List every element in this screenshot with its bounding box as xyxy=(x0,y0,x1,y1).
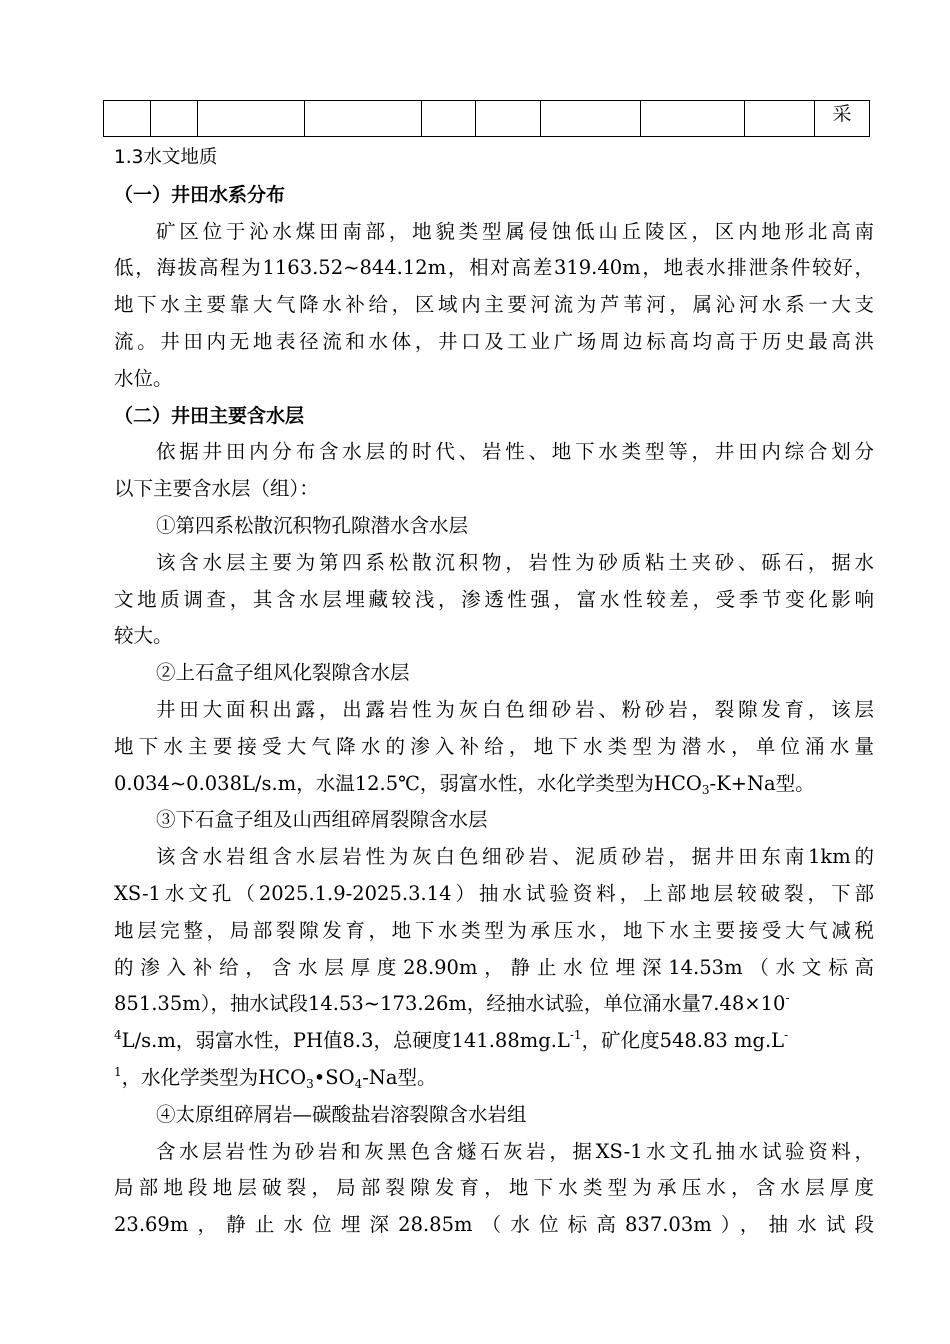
aquifer-title-3: ③下石盒子组及山西组碎屑裂隙含水层 xyxy=(156,808,488,832)
superscript: 1 xyxy=(114,1064,122,1079)
table-cell xyxy=(305,101,422,137)
subscript: 4 xyxy=(354,1076,363,1091)
text-run: ，矿化度548.83 mg.L xyxy=(581,1029,785,1053)
paragraph-line: 该含水岩组含水层岩性为灰白色细砂岩、泥质砂岩，据井田东南1km的 xyxy=(156,845,874,869)
paragraph-line: 水位。 xyxy=(114,366,173,390)
table-cell xyxy=(641,101,745,137)
table-cell xyxy=(422,101,476,137)
paragraph-line: 依据井田内分布含水层的时代、岩性、地下水类型等，井田内综合划分 xyxy=(156,440,874,464)
text-run: -Na型。 xyxy=(362,1065,437,1089)
subscript: 3 xyxy=(701,782,710,797)
paragraph-line xyxy=(114,766,874,803)
table-cell xyxy=(104,101,151,137)
paragraph-line: 较大。 xyxy=(114,624,173,648)
paragraph-line: 局部地段地层破裂，局部裂隙发育，地下水类型为承压水，含水层厚度 xyxy=(114,1176,874,1200)
text-run: -K+Na型。 xyxy=(709,771,815,795)
text-run: •SO xyxy=(313,1065,355,1089)
header-table-row xyxy=(103,100,870,137)
subscript: 3 xyxy=(306,1076,314,1091)
superscript: - xyxy=(784,1028,789,1043)
superscript: -1 xyxy=(569,1028,582,1043)
paragraph-line: 流。井田内无地表径流和水体，井口及工业广场周边标高均高于历史最高洪 xyxy=(114,329,874,353)
paragraph-line: 含水层岩性为砂岩和灰黑色含燧石灰岩，据XS-1水文孔抽水试验资料， xyxy=(156,1139,874,1163)
paragraph-line xyxy=(114,1023,874,1060)
table-cell xyxy=(198,101,305,137)
paragraph-line: 井田大面积出露，出露岩性为灰白色细砂岩、粉砂岩，裂隙发育，该层 xyxy=(156,697,874,721)
subsection-title-aquifers: （二）井田主要含水层 xyxy=(114,404,305,427)
paragraph-line: 该含水层主要为第四系松散沉积物，岩性为砂质粘土夹砂、砾石，据水 xyxy=(156,550,874,574)
subsection-title-water-system: （一）井田水系分布 xyxy=(114,183,286,206)
paragraph-line: 地下水主要接受大气降水的渗入补给，地下水类型为潜水，单位涌水量 xyxy=(114,734,874,758)
paragraph-line: 文地质调查，其含水层埋藏较浅，渗透性强，富水性较差，受季节变化影响 xyxy=(114,587,874,611)
paragraph-line: 地层完整，局部裂隙发育，地下水类型为承压水，地下水主要接受大气减税 xyxy=(114,918,874,942)
text-run: L/s.m，弱富水性，PH值8.3，总硬度141.88mg.L xyxy=(121,1029,570,1053)
table-cell xyxy=(745,101,815,137)
table-cell xyxy=(541,101,641,137)
aquifer-title-4: ④太原组碎屑岩—碳酸盐岩溶裂隙含水岩组 xyxy=(156,1102,527,1126)
paragraph-line: 23.69m，静止水位埋深28.85m（水位标高837.03m），抽水试段 xyxy=(114,1213,874,1237)
aquifer-title-2: ②上石盒子组风化裂隙含水层 xyxy=(156,661,410,685)
superscript: - xyxy=(785,991,790,1006)
superscript: 4 xyxy=(114,1028,122,1043)
paragraph-line: 以下主要含水层（组）： xyxy=(114,477,319,501)
aquifer-title-1: ①第四系松散沉积物孔隙潜水含水层 xyxy=(156,513,469,537)
paragraph-line: 矿区位于沁水煤田南部，地貌类型属侵蚀低山丘陵区，区内地形北高南 xyxy=(156,219,874,243)
table-cell-last: 采 xyxy=(815,101,870,137)
text-run: ，水化学类型为HCO xyxy=(121,1065,307,1089)
table-row xyxy=(104,101,870,137)
paragraph-line: 的渗入补给，含水层厚度28.90m，静止水位埋深14.53m（水文标高 xyxy=(114,955,874,979)
text-run: 851.35m），抽水试段14.53~173.26m，经抽水试验，单位涌水量7.48×10 xyxy=(114,992,786,1016)
section-title: 1.3水文地质 xyxy=(114,147,218,168)
paragraph-line: 地下水主要靠大气降水补给，区域内主要河流为芦苇河，属沁河水系一大支 xyxy=(114,293,874,317)
table-cell xyxy=(151,101,198,137)
paragraph-line: 低，海拔高程为1163.52~844.12m，相对高差319.40m，地表水排泄条件较好， xyxy=(114,256,874,280)
paragraph-line: XS-1水文孔（2025.1.9-2025.3.14）抽水试验资料，上部地层较破裂，下部 xyxy=(114,881,874,905)
text-run: 0.034~0.038L/s.m，水温12.5℃，弱富水性，水化学类型为HCO xyxy=(114,771,702,795)
paragraph-line xyxy=(114,1060,874,1097)
paragraph-line xyxy=(114,986,874,1023)
document-body xyxy=(114,140,874,1244)
table-cell xyxy=(476,101,541,137)
